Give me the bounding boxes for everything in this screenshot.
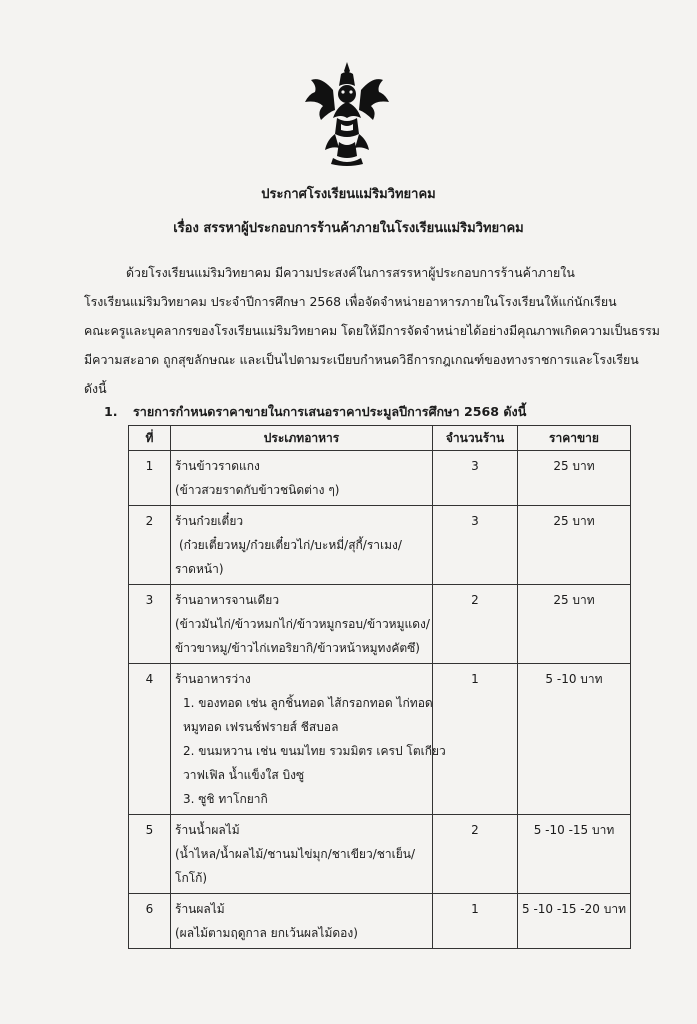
paragraph-line (84, 258, 644, 287)
section-heading (104, 402, 526, 422)
table-header-row (129, 426, 631, 451)
table-row (129, 585, 631, 664)
price: 25 บาท (518, 506, 631, 585)
food-detail: หมูทอด เฟรนช์ฟรายส์ ชีสบอล (183, 720, 339, 734)
food-detail: โกโก้) (175, 871, 208, 885)
food-type-cell (171, 894, 433, 949)
table-row (129, 664, 631, 815)
row-number: 5 (129, 815, 171, 894)
shop-count: 3 (433, 451, 518, 506)
shop-count: 2 (433, 585, 518, 664)
food-detail: (ข้าวสวยราดกับข้าวชนิดต่าง ๆ) (175, 483, 340, 497)
header-shop-count: จำนวนร้าน (433, 426, 518, 451)
shop-name: ร้านผลไม้ (175, 902, 225, 916)
food-type-cell (171, 585, 433, 664)
food-detail: ข้าวขาหมู/ข้าวไก่เทอริยากิ/ข้าวหน้าหมูทงคัตซึ) (175, 641, 420, 655)
table-row (129, 815, 631, 894)
paragraph-line-text: ด้วยโรงเรียนแม่ริมวิทยาคม มีความประสงค์ในการสรรหาผู้ประกอบการร้านค้าภายใน (126, 265, 575, 280)
header-price: ราคาขาย (518, 426, 631, 451)
price: 5 -10 -15 -20 บาท (518, 894, 631, 949)
food-detail: 2. ขนมหวาน เช่น ขนมไทย รวมมิตร เครป โตเกียว (183, 744, 446, 758)
row-number: 2 (129, 506, 171, 585)
row-number: 4 (129, 664, 171, 815)
food-detail: (ข้าวมันไก่/ข้าวหมกไก่/ข้าวหมูกรอบ/ข้าวหมูแดง/ (175, 617, 430, 631)
section-title: รายการกำหนดราคาขายในการเสนอราคาประมูลปีการศึกษา 2568 ดังนี้ (133, 404, 527, 419)
food-type-cell (171, 506, 433, 585)
header-food-type: ประเภทอาหาร (171, 426, 433, 451)
paragraph-line: โรงเรียนแม่ริมวิทยาคม ประจำปีการศึกษา 2568 เพื่อจัดจำหน่ายอาหารภายในโรงเรียนให้แก่นักเรียน (84, 294, 617, 309)
food-detail: (ผลไม้ตามฤดูกาล ยกเว้นผลไม้ดอง) (175, 926, 358, 940)
table-row (129, 506, 631, 585)
row-number: 1 (129, 451, 171, 506)
food-detail: (ก๋วยเตี๋ยวหมู/ก๋วยเตี๋ยวไก่/บะหมี่/สุกี้/ราเมง/ (179, 538, 402, 552)
price: 5 -10 บาท (518, 664, 631, 815)
food-type-cell (171, 664, 446, 815)
price: 25 บาท (518, 451, 631, 506)
document-subject: เรื่อง สรรหาผู้ประกอบการร้านค้าภายในโรงเรียนแม่ริมวิทยาคม (173, 221, 524, 236)
food-detail: (น้ำไหล/น้ำผลไม้/ชานมไข่มุก/ชาเขียว/ชาเย็น/ (175, 847, 415, 861)
food-type-cell (171, 815, 433, 894)
table-row (129, 894, 631, 949)
row-number: 3 (129, 585, 171, 664)
paragraph-line: ดังนี้ (84, 381, 107, 396)
food-detail: ราดหน้า) (175, 562, 224, 576)
shop-count: 1 (433, 664, 518, 815)
shop-name: ร้านอาหารจานเดียว (175, 593, 280, 607)
food-type-cell (171, 451, 433, 506)
price: 5 -10 -15 บาท (518, 815, 631, 894)
paragraph-line: มีความสะอาด ถูกสุขลักษณะ และเป็นไปตามระเบียบกำหนดวิธีการกฎเกณฑ์ของทางราชการและโรงเรียน (84, 352, 639, 367)
shop-name: ร้านก๋วยเตี๋ยว (175, 514, 244, 528)
table-row (129, 451, 631, 506)
shop-name: ร้านน้ำผลไม้ (175, 823, 240, 837)
shop-name: ร้านอาหารว่าง (175, 672, 251, 686)
shop-name: ร้านข้าวราดแกง (175, 459, 260, 473)
shop-count: 1 (433, 894, 518, 949)
paragraph-line: คณะครูและบุคลากรของโรงเรียนแม่ริมวิทยาคม โดยให้มีการจัดจำหน่ายได้อย่างมีคุณภาพเกิดความเป็นธรรม (84, 323, 660, 338)
food-detail: 3. ซูชิ ทาโกยากิ (183, 792, 268, 806)
intro-paragraph (84, 258, 660, 403)
section-number: 1. (104, 404, 118, 419)
food-detail: วาฟเฟิล น้ำแข็งใส บิงซู (183, 768, 305, 782)
price: 25 บาท (518, 585, 631, 664)
garuda-emblem-icon (303, 62, 391, 166)
document-title: ประกาศโรงเรียนแม่ริมวิทยาคม (261, 187, 436, 202)
food-detail: 1. ของทอด เช่น ลูกชิ้นทอด ไส้กรอกทอด ไก่ทอด (183, 696, 433, 710)
price-table (128, 425, 631, 949)
row-number: 6 (129, 894, 171, 949)
header-no: ที่ (129, 426, 171, 451)
shop-count: 3 (433, 506, 518, 585)
shop-count: 2 (433, 815, 518, 894)
